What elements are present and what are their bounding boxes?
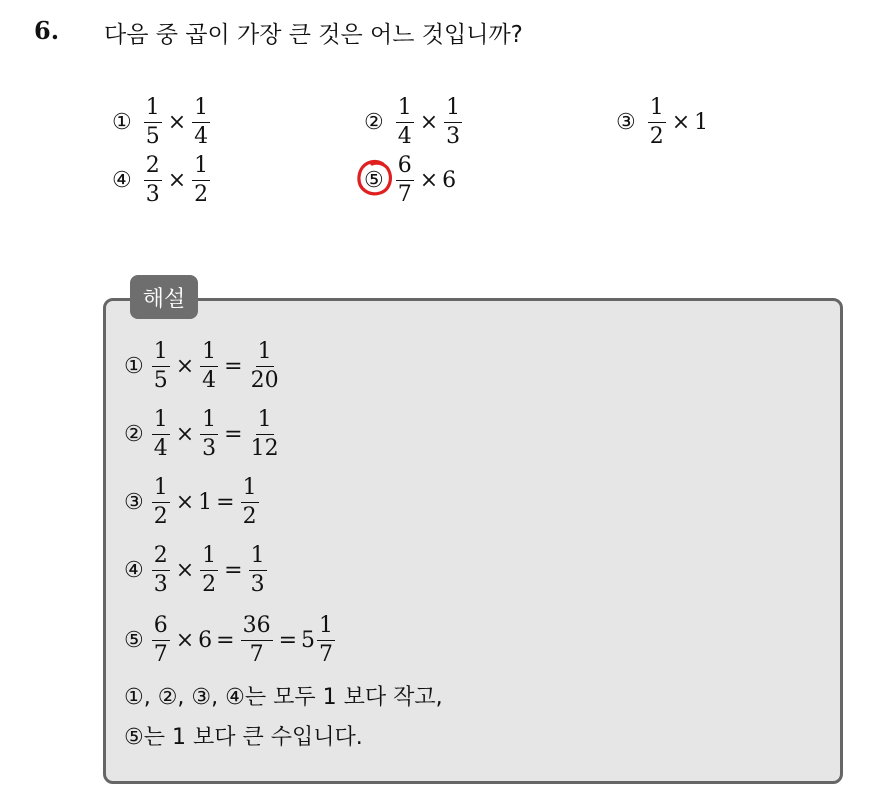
operand: 6	[442, 167, 457, 193]
times-sign: ×	[175, 489, 195, 515]
solution-line-2	[124, 404, 283, 464]
fraction	[249, 406, 281, 461]
choice-2[interactable]	[364, 94, 464, 150]
equals-sign: =	[216, 627, 235, 653]
choice-1[interactable]	[112, 94, 212, 150]
solution-mark: ③	[124, 489, 144, 515]
denominator: 20	[250, 367, 279, 393]
times-sign: ×	[175, 421, 195, 447]
numerator: 2	[152, 545, 170, 571]
times-sign: ×	[419, 167, 439, 193]
numerator: 1	[317, 615, 335, 641]
denominator: 3	[145, 181, 160, 207]
choice-mark: ③	[616, 109, 636, 135]
denominator: 7	[153, 641, 168, 667]
denominator: 7	[249, 641, 264, 667]
denominator: 2	[202, 571, 217, 597]
numerator: 1	[152, 341, 170, 367]
fraction	[200, 542, 218, 597]
solution-mark: ①	[124, 353, 144, 379]
times-sign: ×	[175, 627, 195, 653]
denominator: 4	[397, 123, 412, 149]
solution-line-5	[124, 610, 337, 670]
denominator: 4	[202, 367, 217, 393]
choice-4[interactable]	[112, 152, 212, 208]
fraction	[152, 338, 170, 393]
conclusion-line-2: ⑤는 1 보다 큰 수입니다.	[124, 725, 363, 750]
times-sign: ×	[671, 109, 691, 135]
denominator: 3	[446, 123, 461, 149]
denominator: 7	[319, 641, 334, 667]
solution-line-1	[124, 336, 283, 396]
numerator: 6	[152, 615, 170, 641]
numerator: 1	[256, 409, 274, 435]
fraction	[396, 152, 414, 207]
times-sign: ×	[167, 109, 187, 135]
numerator: 1	[200, 341, 218, 367]
denominator: 4	[153, 435, 168, 461]
solution-label: 해설	[130, 275, 198, 319]
fraction	[152, 474, 170, 529]
fraction	[152, 542, 170, 597]
fraction	[152, 612, 170, 667]
choice-mark: ②	[364, 109, 384, 135]
fraction	[396, 94, 414, 149]
times-sign: ×	[419, 109, 439, 135]
choice-mark-text: ⑤	[364, 167, 384, 193]
fraction	[648, 94, 666, 149]
denominator: 2	[194, 181, 209, 207]
numerator: 2	[144, 155, 162, 181]
fraction	[144, 152, 162, 207]
times-sign: ×	[175, 557, 195, 583]
mixed-whole: 5	[301, 627, 316, 653]
denominator: 2	[649, 123, 664, 149]
denominator: 3	[250, 571, 265, 597]
numerator: 6	[396, 155, 414, 181]
fraction	[192, 152, 210, 207]
numerator: 1	[256, 341, 274, 367]
fraction	[144, 94, 162, 149]
fraction	[200, 406, 218, 461]
operand: 6	[198, 627, 213, 653]
denominator: 7	[397, 181, 412, 207]
fraction	[249, 338, 281, 393]
solution-mark: ②	[124, 421, 144, 447]
denominator: 12	[250, 435, 279, 461]
fraction	[317, 612, 335, 667]
denominator: 5	[145, 123, 160, 149]
solution-mark: ⑤	[124, 627, 144, 653]
equals-sign: =	[278, 627, 298, 653]
numerator: 1	[200, 545, 218, 571]
fraction	[241, 612, 273, 667]
denominator: 3	[153, 571, 168, 597]
fraction	[241, 474, 259, 529]
times-sign: ×	[175, 353, 195, 379]
fraction	[249, 542, 267, 597]
question-number: 6.	[34, 16, 60, 45]
fraction	[192, 94, 210, 149]
denominator: 3	[202, 435, 217, 461]
denominator: 2	[153, 503, 168, 529]
equals-sign: =	[224, 353, 243, 379]
times-sign: ×	[167, 167, 187, 193]
solution-mark: ④	[124, 557, 144, 583]
numerator: 1	[192, 155, 210, 181]
operand: 1	[198, 489, 213, 515]
numerator: 36	[241, 615, 273, 641]
numerator: 1	[192, 97, 210, 123]
operand: 1	[694, 109, 709, 135]
numerator: 1	[249, 545, 267, 571]
choice-mark	[364, 168, 384, 193]
numerator: 1	[241, 477, 259, 503]
denominator: 2	[242, 503, 257, 529]
numerator: 1	[444, 97, 462, 123]
equals-sign: =	[216, 489, 235, 515]
choice-mark: ④	[112, 167, 132, 193]
conclusion-line-1: ①, ②, ③, ④는 모두 1 보다 작고,	[124, 685, 443, 710]
choice-mark: ①	[112, 109, 132, 135]
numerator: 1	[396, 97, 414, 123]
solution-line-4	[124, 540, 269, 600]
choice-3[interactable]	[616, 94, 708, 150]
question-text: 다음 중 곱이 가장 큰 것은 어느 것입니까?	[104, 22, 523, 48]
numerator: 1	[200, 409, 218, 435]
equals-sign: =	[224, 557, 243, 583]
numerator: 1	[648, 97, 666, 123]
solution-line-3	[124, 472, 261, 532]
numerator: 1	[144, 97, 162, 123]
fraction	[200, 338, 218, 393]
choice-5[interactable]	[364, 152, 456, 208]
fraction	[152, 406, 170, 461]
equals-sign: =	[224, 421, 243, 447]
fraction	[444, 94, 462, 149]
numerator: 1	[152, 409, 170, 435]
numerator: 1	[152, 477, 170, 503]
denominator: 5	[153, 367, 168, 393]
denominator: 4	[194, 123, 209, 149]
